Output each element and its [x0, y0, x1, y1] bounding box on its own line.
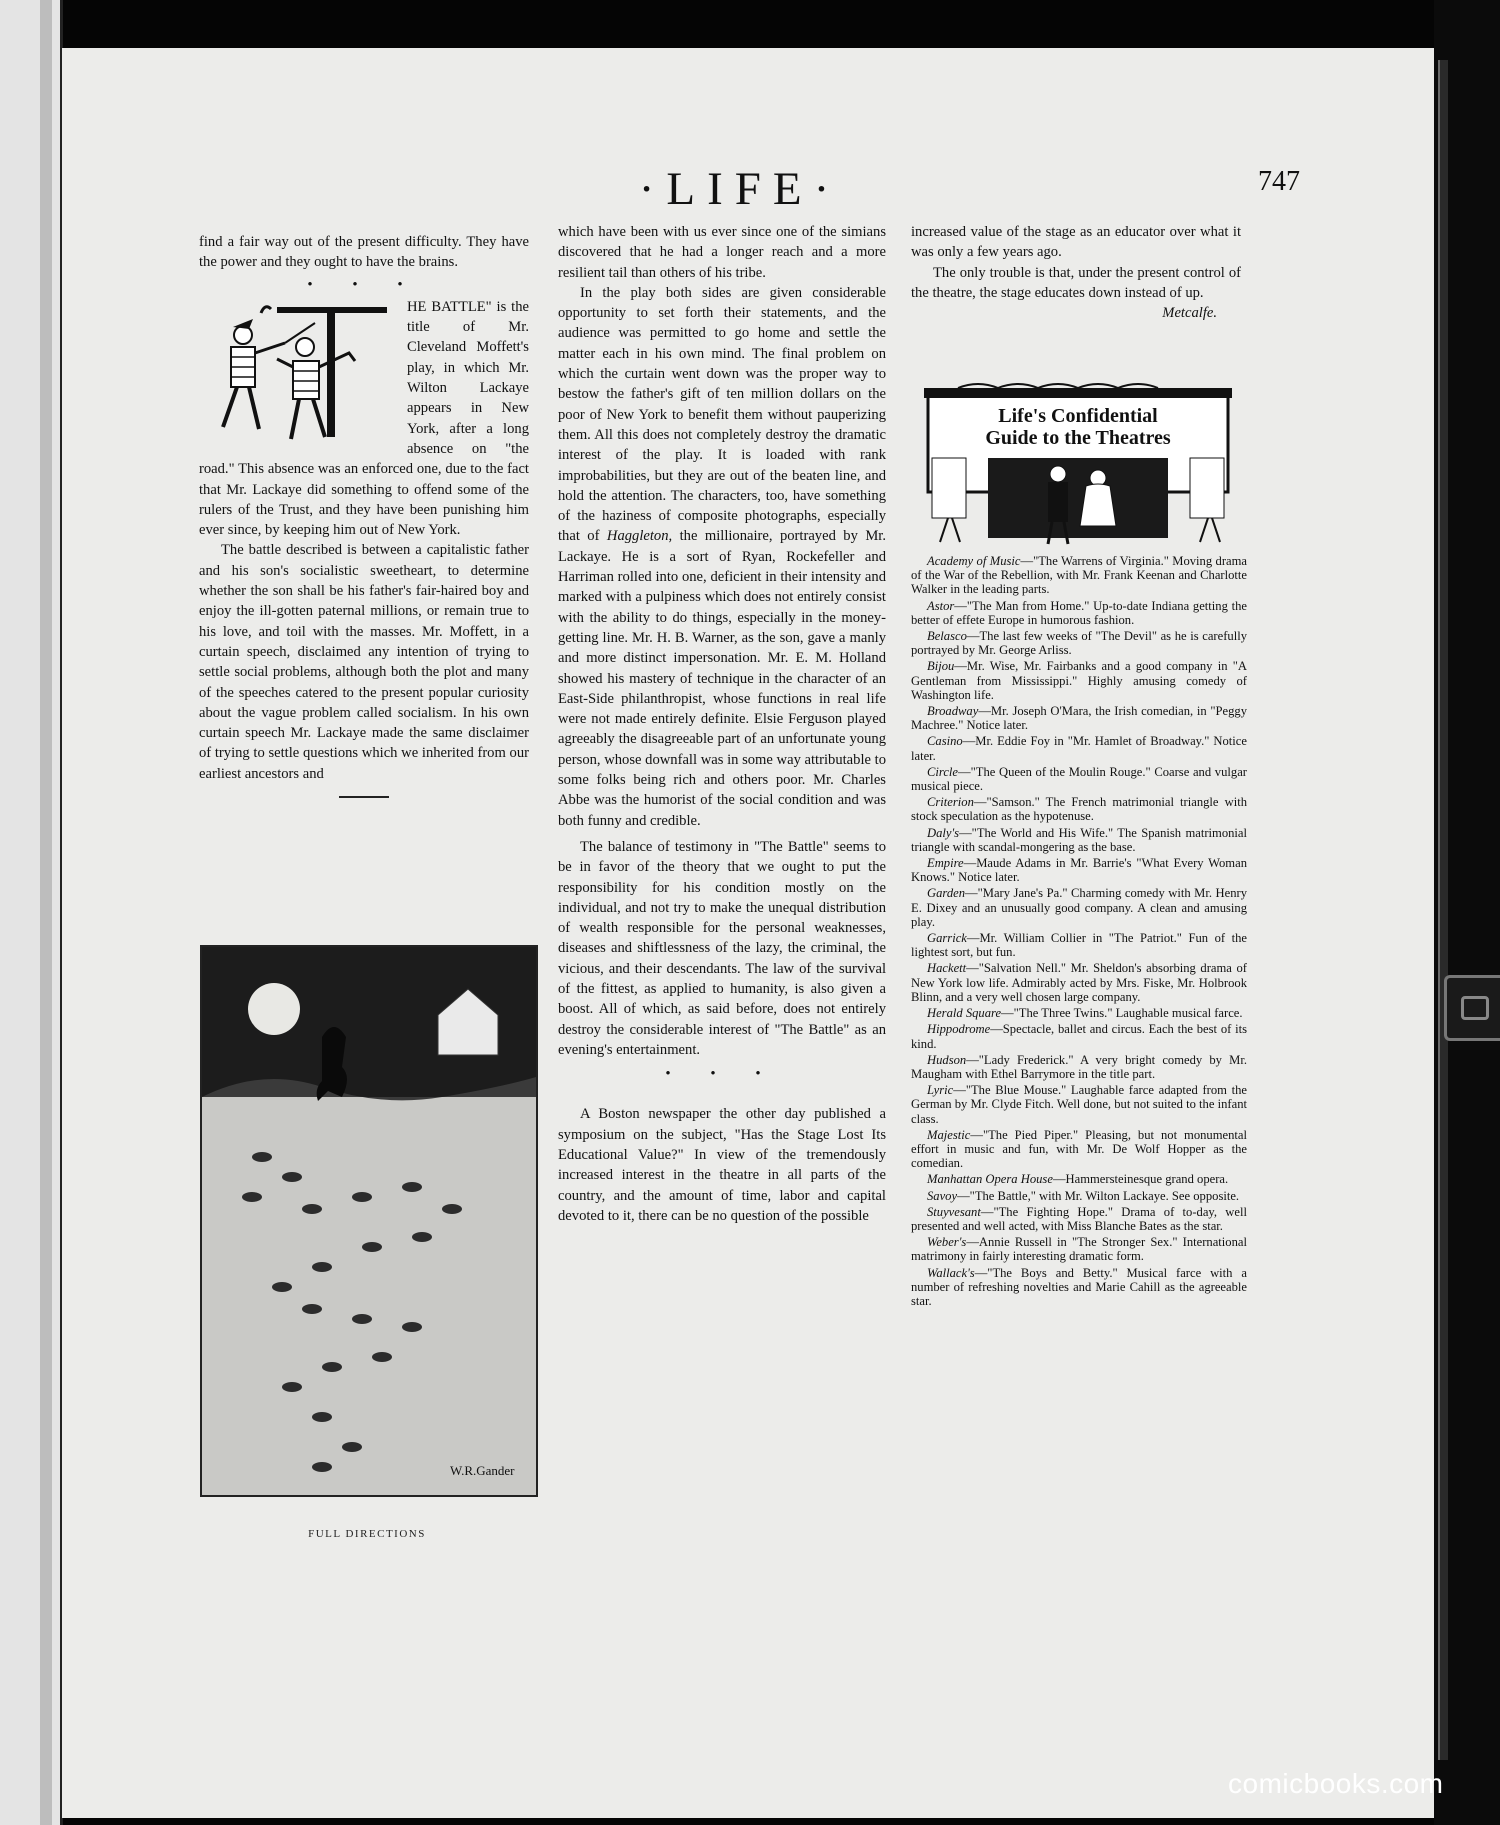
dropcap-illustration — [193, 297, 403, 457]
guide-entry: Hippodrome—Spectacle, ballet and circus. Each the best of its kind. — [911, 1022, 1247, 1051]
divider — [339, 796, 389, 798]
guide-entry: Majestic—"The Pied Piper." Pleasing, but not monumental effort in music and fun, with Mr. De Wolf Hopper as the comedian. — [911, 1127, 1247, 1171]
column-3 — [911, 222, 1241, 323]
theatre-guide-header — [918, 382, 1238, 550]
masthead-title: ·LIFE· — [638, 163, 842, 215]
guide-entry: Bijou—Mr. Wise, Mr. Fairbanks and a good company in "A Gentleman from Mississippi." Highly amusing comedy of Washington life. — [911, 659, 1247, 702]
moon-icon — [248, 983, 300, 1035]
paragraph: which have been with us ever since one of the simians discovered that he had a longer reach and a more resilient tail than others of his tribe. — [558, 224, 886, 281]
guide-entry: Hudson—"Lady Frederick." A very bright comedy by Mr. Maugham with Ethel Barrymore in the title part. — [911, 1052, 1247, 1081]
guide-entry: Wallack's—"The Boys and Betty." Musical farce with a number of refreshing novelties and Marie Cahill as the agreeable star. — [911, 1265, 1247, 1308]
binder-clasp — [1444, 975, 1500, 1041]
section-separator: • • • — [307, 276, 421, 293]
guide-entry: Stuyvesant—"The Fighting Hope." Drama of to-day, well presented and well acted, with Miss Blanche Bates as the star. — [911, 1204, 1247, 1233]
guide-entry: Hackett—"Salvation Nell." Mr. Sheldon's absorbing drama of New York low life. Admirably acted by Mrs. Fiske, Mr. Holbrook Blinn, and a very well chosen large company. — [911, 961, 1247, 1004]
full-directions-illustration — [200, 945, 538, 1497]
paragraph: The balance of testimony in "The Battle" seems to be in favor of the theory that we ought to put the responsibility for his condition mostly on the individual, and not try to make the unequal distribution of wealth responsible for the personal weaknesses, diseases and shiftlessness of the lazy, the criminal, the vicious, and their descendants. The law of the survival of the fittest, as applied to humanity, is also given a boost. All of which, as said before, does not entirely destroy the considerable interest of "The Battle" as an evening's entertainment. — [558, 838, 886, 1058]
section-separator: • • • — [665, 1066, 779, 1083]
guide-entry: Belasco—The last few weeks of "The Devil" as he is carefully portrayed by Mr. George Arliss. — [911, 629, 1247, 658]
guide-entry: Weber's—Annie Russell in "The Stronger Sex." International matrimony in fairly interesting dramatic form. — [911, 1235, 1247, 1264]
guide-entry: Circle—"The Queen of the Moulin Rouge." Coarse and vulgar musical piece. — [911, 764, 1247, 794]
guide-entry: Astor—"The Man from Home." Up-to-date Indiana getting the better of effete Europe in humorous fashion. — [911, 598, 1247, 627]
paragraph: In the play both sides are given considerable opportunity to set forth their statements, and the audience was permitted to go home and settle the matter each in his own mind. The final problem on which the curtain went down was the proper way to bestow the father's gift of ten million dollars on the poor of New York to benefit them without pauperizing them. All this does not completely destroy the dramatic interest of the play. It is loaded with rank improbabilities, but they are out of the beaten line, and hold the attention. The characters, too, have something of the haziness of composite photographs, especially that of Haggleton, the millionaire, portrayed by Mr. Lackaye. He is a sort of Ryan, Rockefeller and Harriman rolled into one, deficient in their intensity and marked with a pulpiness which does not entirely consist with the ability to do things, especially in the money-getting line. Mr. H. B. Warner, as the son, gave a manly and more distinct impersonation. Mr. E. M. Holland showed his mastery of technique in the character of an East-Side philanthropist, whose functions in real life were not made entirely definite. Elsie Ferguson played agreeably the disagreeable part of an unfortunate young person, whose downfall was in some way attributable to some folks being rich and others poor. Mr. Charles Abbe was the humorist of the social condition and was both funny and credible. — [558, 284, 887, 829]
column-1 — [199, 232, 529, 798]
guide-entry: Daly's—"The World and His Wife." The Spanish matrimonial triangle with scandal-mongering as the base. — [911, 825, 1247, 854]
guide-entry: Empire—Maude Adams in Mr. Barrie's "What Every Woman Knows." Notice later. — [911, 856, 1247, 885]
cover-edge — [1434, 0, 1500, 1825]
page-number: 747 — [1258, 166, 1300, 197]
paragraph: HE BATTLE" is the title of Mr. Cleveland Moffett's play, in which Mr. Wilton Lackaye appears in New York, after a long absence on "the road." This absence was an enforced one, due to the fact that Mr. Lackaye did something to offend some of the rulers of the Trust, and they have been punishing him ever since, by keeping him out of New York. — [199, 298, 529, 539]
paragraph: A Boston newspaper the other day published a symposium on the subject, "Has the Stage Lost Its Educational Value?" In view of the tremendously increased interest in the theatre in all parts of the country, and the amount of time, labor and capital devoted to it, there can be no question of the possible — [558, 1106, 886, 1224]
theatre-guide-list — [911, 554, 1247, 1310]
guide-entry: Garden—"Mary Jane's Pa." Charming comedy with Mr. Henry E. Dixey and an unusually good company. A clean and amusing play. — [911, 886, 1247, 929]
guide-entry: Manhattan Opera House—Hammersteinesque grand opera. — [927, 1172, 1229, 1187]
author-signature: Metcalfe. — [1162, 305, 1217, 322]
paragraph: find a fair way out of the present difficulty. They have the power and they ought to have the brains. — [199, 234, 529, 271]
guide-entry: Garrick—Mr. William Collier in "The Patriot." Fun of the lightest sort, but fun. — [911, 931, 1247, 960]
illustration-caption: FULL DIRECTIONS — [308, 1528, 426, 1540]
guide-entry: Academy of Music—"The Warrens of Virginia." Moving drama of the War of the Rebellion, with Mr. Frank Keenan and Charlotte Walker in the leading parts. — [911, 554, 1247, 597]
guide-entry: Herald Square—"The Three Twins." Laughable musical farce. — [927, 1006, 1243, 1021]
guide-title-line2: Guide to the Theatres — [985, 427, 1171, 449]
paragraph: increased value of the stage as an educator over what it was only a few years ago. — [911, 224, 1241, 261]
paragraph: The only trouble is that, under the present control of the theatre, the stage educates down instead of up. — [911, 264, 1241, 301]
guide-entry: Criterion—"Samson." The French matrimonial triangle with stock speculation as the hypotenuse. — [911, 795, 1247, 824]
book-binding — [0, 0, 63, 1825]
paragraph: The battle described is between a capitalistic father and his son's socialistic sweetheart, to determine whether the son shall be his father's fair-haired boy and enjoy the ill-gotten paternal millions, or remain true to his love, and toil with the masses. Mr. Moffett, in a curtain speech, disclaimed any intention of trying to settle social problems, although both the plot and many of the speeches catered to the present popular curiosity about the vague problem called socialism. In his own curtain speech Mr. Lackaye made the same disclaimer of trying to settle questions which we inherited from our earliest ancestors and — [199, 542, 529, 782]
site-watermark: comicbooks.com — [1228, 1768, 1444, 1799]
guide-entry: Savoy—"The Battle," with Mr. Wilton Lackaye. See opposite. — [927, 1188, 1240, 1203]
guide-entry: Broadway—Mr. Joseph O'Mara, the Irish comedian, in "Peggy Machree." Notice later. — [911, 704, 1247, 733]
column-2 — [558, 222, 886, 1226]
guide-entry: Lyric—"The Blue Mouse." Laughable farce adapted from the German by Mr. Clyde Fitch. Well done, but not suited to the infant class. — [911, 1083, 1247, 1126]
guide-title-line1: Life's Confidential — [998, 405, 1158, 427]
artist-signature: W.R.Gander — [450, 1463, 515, 1478]
guide-entry: Casino—Mr. Eddie Foy in "Mr. Hamlet of Broadway." Notice later. — [911, 734, 1247, 763]
